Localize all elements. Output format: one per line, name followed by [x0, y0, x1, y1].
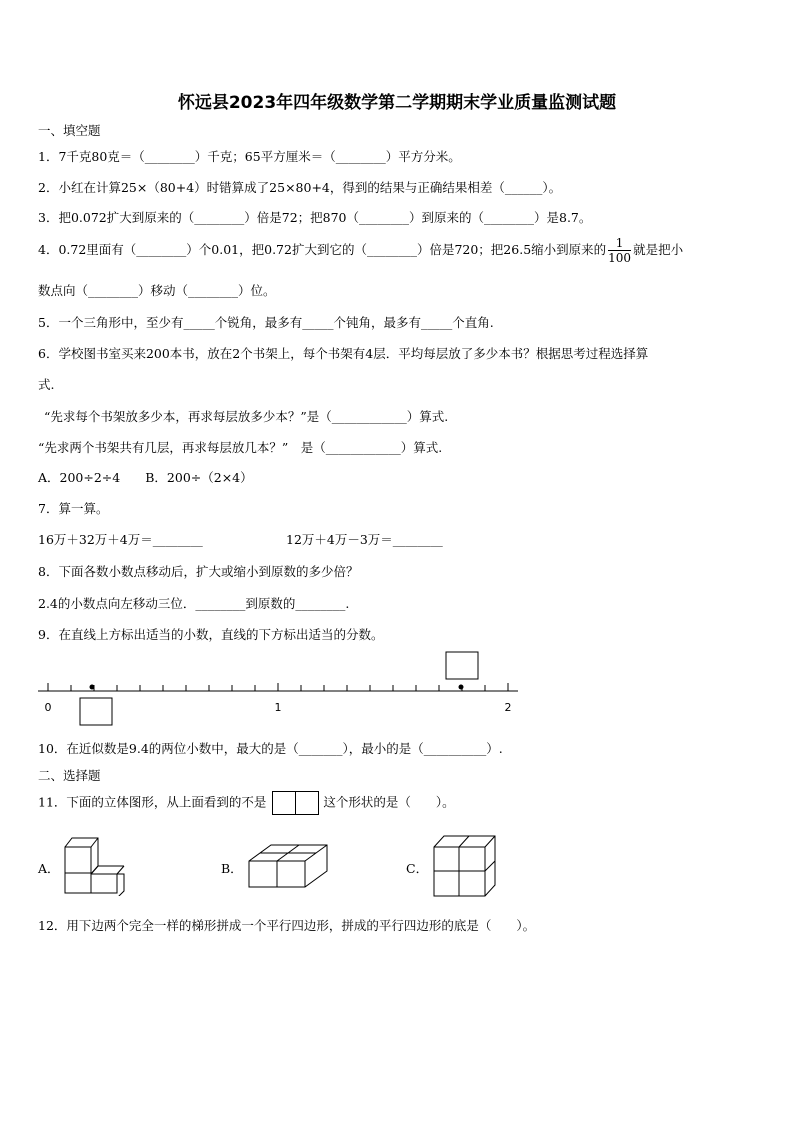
option-b-label: B． [221, 861, 243, 876]
fraction [608, 237, 631, 264]
question-3: 3．把0.072扩大到原来的（________）倍是72；把870（________）到原来的（________）是8.7。 [38, 210, 592, 225]
option-b-figure [247, 843, 329, 889]
question-2: 2．小红在计算25×（80+4）时错算成了25×80+4，得到的结果与正确结果相差（______）。 [38, 180, 562, 195]
fraction-numerator: 1 [608, 237, 631, 251]
question-7-part-2: 12万＋4万－3万＝________ [286, 532, 443, 547]
question-7-part-1: 16万＋32万＋4万＝________ [38, 532, 203, 547]
shape-square-right [296, 791, 319, 815]
tick-marks [48, 683, 508, 691]
number-line [30, 648, 530, 730]
answer-box-top [446, 652, 478, 679]
page-title: 怀远县2023年四年级数学第二学期期末学业质量监测试题 [177, 93, 617, 113]
question-11-text-end: 这个形状的是（ ）。 [323, 794, 455, 810]
shape-square-left [272, 791, 296, 815]
question-4 [38, 237, 683, 264]
question-8-part-1: 2.4的小数点向左移动三位．________到原数的________. [38, 596, 350, 611]
question-11-text: 11．下面的立体图形，从上面看到的不是 [38, 794, 267, 810]
section-fill-in: 一、填空题 [38, 123, 101, 138]
question-6-part-1: “先求每个书架放多少本，再求每层放多少本？”是（____________）算式. [44, 409, 449, 424]
question-9: 9．在直线上方标出适当的小数，直线的下方标出适当的分数。 [38, 627, 384, 642]
point-marker-left [90, 685, 95, 690]
option-a-label: A． [38, 861, 60, 876]
tick-label-2: 2 [504, 701, 512, 714]
question-12: 12．用下边两个完全一样的梯形拼成一个平行四边形，拼成的平行四边形的底是（ ）。 [38, 918, 536, 933]
option-c-label: C． [406, 861, 429, 876]
question-8: 8．下面各数小数点移动后，扩大或缩小到原数的多少倍？ [38, 564, 359, 579]
section-multiple-choice: 二、选择题 [38, 768, 101, 783]
question-6: 6．学校图书室买来200本书，放在2个书架上，每个书架有4层．平均每层放了多少本书？根据思考过程选择算 [38, 346, 649, 361]
question-4-text-end: 就是把小 [633, 242, 684, 257]
tick-label-1: 1 [274, 701, 282, 714]
question-6-options: A．200÷2÷4 B．200÷（2×4） [38, 470, 253, 485]
fraction-denominator: 100 [608, 251, 632, 265]
question-4-text: 4．0.72里面有（________）个0.01，把0.72扩大到它的（________）倍是720；把26.5缩小到原来的 [38, 242, 607, 257]
question-6-part-2: “先求两个书架共有几层，再求每层放几本？” 是（____________）算式. [38, 440, 443, 455]
question-5: 5．一个三角形中，至少有_____个锐角，最多有_____个钝角，最多有_____个直角. [38, 315, 494, 330]
question-11 [38, 791, 455, 815]
option-a-figure [62, 834, 128, 896]
point-marker-right [459, 685, 464, 690]
answer-box-bottom [80, 698, 112, 725]
question-6-continued: 式. [38, 377, 55, 392]
question-7: 7．算一算。 [38, 501, 109, 516]
tick-label-0: 0 [44, 701, 52, 714]
question-10: 10．在近似数是9.4的两位小数中，最大的是（_______），最小的是（__________）. [38, 741, 503, 756]
option-c-figure [432, 834, 498, 900]
question-1: 1．7千克80克＝（________）千克；65平方厘米＝（________）平方分米。 [38, 149, 461, 164]
question-4-continued: 数点向（________）移动（________）位。 [38, 283, 276, 298]
